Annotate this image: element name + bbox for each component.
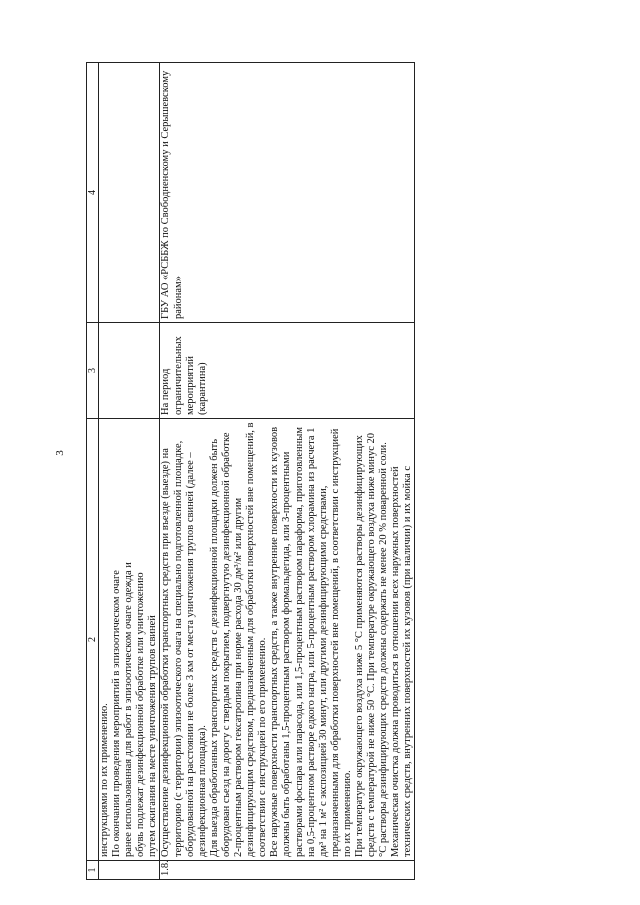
- responsible-cell: ГБУ АО «РСББЖ по Свободненскому и Серышевскому районам»: [160, 63, 415, 323]
- header-col-2: 2: [87, 419, 99, 861]
- row-number: [99, 861, 160, 880]
- paragraph: Механическая очистка должна проводиться в отношении всех наружных поверхностей технических средств, внутренних поверхностей их кузовов (при наличии) и их мойка с: [390, 465, 414, 857]
- header-col-3: 3: [87, 323, 99, 419]
- row-number: 1.8.: [160, 861, 415, 880]
- table-row-continued: [99, 63, 160, 880]
- paragraph: При температуре окружающего воздуха ниже 5 °С применяются растворы дезинфицирующих средств с температурой не ниже 50 °С. При температуре окружающего воздуха ниже минус 20 °С растворы дезинфицирующих средств должны содержать не менее 20 % поваренной соли.: [353, 432, 390, 857]
- measure-text: [160, 419, 415, 861]
- page-number: 3: [53, 450, 66, 456]
- text-line: обувь подлежат дезинфекционной обработке или уничтожению: [135, 572, 147, 857]
- text-line: путем сжигания на месте уничтожения трупов свиней: [147, 615, 159, 857]
- period-cell: [99, 323, 160, 419]
- rotated-page: [86, 62, 640, 880]
- header-col-1: 1: [87, 861, 99, 880]
- paragraph: Все наружные поверхности транспортных средств, а также внутренние поверхности их кузовов должны быть обработаны 1,5-процентным раствором формальдегида, или 3-процентными растворами фоспара или парасода, или 1,5-процентным раствором параформа, приготовленным на 0,5-процентном растворе едкого натра, или 5-процентным раствором хлорамина из расчета 1 дм³ на 1 м² с экспозицией 30 минут, или другими дезинфицирующими средствами, предназначенными для обработки поверхностей вне помещений, в соответствии с инструкцией по их применению.: [269, 426, 353, 857]
- responsible-cell: [99, 63, 160, 323]
- table-row-1-8: [160, 63, 415, 880]
- paragraph: Для выезда обработанных транспортных средств с дезинфекционной площадки должен быть оборудован съезд на дорогу с твердым покрытием, подвергнутую дезинфекционной обработке 2-процентным раствором гексатропина при норме расхода 30 дм³/м² или другим дезинфицирующим средством, предназначенным для обработки поверхностей вне помещений, в соответствии с инструкцией по его применению.: [208, 422, 269, 857]
- text-line: ранее использованная для работ в эпизоотическом очаге одежда и: [123, 562, 135, 857]
- header-col-4: 4: [87, 63, 99, 323]
- text-line: По окончании проведения мероприятий в эпизоотическом очаге: [111, 570, 123, 857]
- measures-table: [86, 62, 415, 880]
- table-wrapper: [86, 62, 640, 880]
- period-cell: На период ограничительных мероприятий (карантина): [160, 323, 415, 419]
- table-header-row: [87, 63, 99, 880]
- text-line: инструкциями по их применению.: [99, 703, 110, 857]
- paragraph: Осуществление дезинфекционной обработки транспортных средств при въезде (выезде) на территорию (с территории) эпизоотического очага на специально подготовленной площадке, оборудованной на расстоянии не более 3 км от места уничтожения трупов свиней (далее – дезинфекционная площадка).: [160, 440, 208, 857]
- measure-text: [99, 419, 160, 861]
